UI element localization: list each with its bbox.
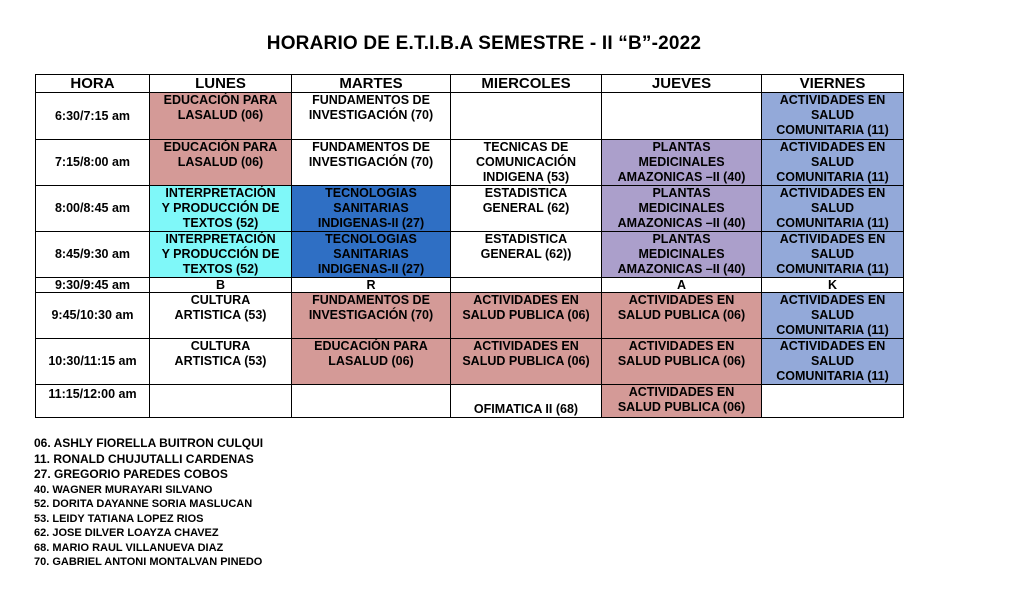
class-cell bbox=[150, 385, 292, 418]
class-cell: ACTIVIDADES EN SALUD PUBLICA (06) bbox=[451, 339, 602, 385]
time-cell: 8:45/9:30 am bbox=[36, 232, 150, 278]
class-cell: EDUCACIÓN PARA LASALUD (06) bbox=[292, 339, 451, 385]
class-cell: ACTIVIDADES EN SALUD COMUNITARIA (11) bbox=[762, 140, 904, 186]
class-cell: ACTIVIDADES EN SALUD COMUNITARIA (11) bbox=[762, 293, 904, 339]
table-row bbox=[36, 140, 904, 186]
class-cell: CULTURA ARTISTICA (53) bbox=[150, 293, 292, 339]
table-row bbox=[36, 339, 904, 385]
break-letter: R bbox=[292, 278, 451, 293]
legend-item: 53. LEIDY TATIANA LOPEZ RIOS bbox=[34, 512, 204, 525]
class-cell: ACTIVIDADES EN SALUD PUBLICA (06) bbox=[602, 385, 762, 418]
class-cell: ESTADISTICA GENERAL (62) bbox=[451, 186, 602, 232]
class-cell: TECNOLOGIAS SANITARIAS INDIGENAS-II (27) bbox=[292, 232, 451, 278]
class-cell: OFIMATICA II (68) bbox=[451, 385, 602, 418]
time-cell: 7:15/8:00 am bbox=[36, 140, 150, 186]
class-cell: ACTIVIDADES EN SALUD COMUNITARIA (11) bbox=[762, 339, 904, 385]
teacher-legend bbox=[34, 436, 263, 570]
class-cell: TECNICAS DE COMUNICACIÓN INDIGENA (53) bbox=[451, 140, 602, 186]
break-letter bbox=[451, 278, 602, 293]
table-row bbox=[36, 293, 904, 339]
class-cell: INTERPRETACIÓN Y PRODUCCIÓN DE TEXTOS (52) bbox=[150, 186, 292, 232]
class-cell: INTERPRETACIÓN Y PRODUCCIÓN DE TEXTOS (52) bbox=[150, 232, 292, 278]
class-cell: EDUCACIÓN PARA LASALUD (06) bbox=[150, 140, 292, 186]
break-letter: A bbox=[602, 278, 762, 293]
legend-item: 52. DORITA DAYANNE SORIA MASLUCAN bbox=[34, 498, 253, 511]
legend-item: 06. ASHLY FIORELLA BUITRON CULQUI bbox=[34, 436, 264, 450]
class-cell: TECNOLOGIAS SANITARIAS INDIGENAS-II (27) bbox=[292, 186, 451, 232]
class-cell: PLANTAS MEDICINALES AMAZONICAS –II (40) bbox=[602, 232, 762, 278]
table-row bbox=[36, 186, 904, 232]
header-viernes: VIERNES bbox=[762, 75, 904, 93]
break-letter: B bbox=[150, 278, 292, 293]
legend-item: 70. GABRIEL ANTONI MONTALVAN PINEDO bbox=[34, 556, 263, 569]
schedule-table bbox=[35, 74, 904, 418]
class-cell bbox=[762, 385, 904, 418]
header-jueves: JUEVES bbox=[602, 75, 762, 93]
class-cell: FUNDAMENTOS DE INVESTIGACIÓN (70) bbox=[292, 293, 451, 339]
class-cell: ACTIVIDADES EN SALUD COMUNITARIA (11) bbox=[762, 232, 904, 278]
break-letter: K bbox=[762, 278, 904, 293]
time-cell: 8:00/8:45 am bbox=[36, 186, 150, 232]
break-row bbox=[36, 278, 904, 293]
class-cell: ACTIVIDADES EN SALUD PUBLICA (06) bbox=[451, 293, 602, 339]
legend-item: 11. RONALD CHUJUTALLI CARDENAS bbox=[34, 451, 254, 466]
time-cell: 9:30/9:45 am bbox=[36, 278, 150, 293]
class-cell: PLANTAS MEDICINALES AMAZONICAS –II (40) bbox=[602, 186, 762, 232]
class-cell: FUNDAMENTOS DE INVESTIGACIÓN (70) bbox=[292, 140, 451, 186]
class-cell bbox=[451, 93, 602, 140]
header-martes: MARTES bbox=[292, 75, 451, 93]
header-hora: HORA bbox=[36, 75, 150, 93]
class-cell bbox=[602, 93, 762, 140]
legend-item: 40. WAGNER MURAYARI SILVANO bbox=[34, 483, 213, 496]
table-row bbox=[36, 385, 904, 418]
table-row bbox=[36, 93, 904, 140]
class-cell: CULTURA ARTISTICA (53) bbox=[150, 339, 292, 385]
legend-item: 27. GREGORIO PAREDES COBOS bbox=[34, 467, 228, 481]
legend-item: 68. MARIO RAUL VILLANUEVA DIAZ bbox=[34, 541, 224, 554]
time-cell: 10:30/11:15 am bbox=[36, 339, 150, 385]
header-miercoles: MIERCOLES bbox=[451, 75, 602, 93]
class-cell bbox=[292, 385, 451, 418]
table-row bbox=[36, 232, 904, 278]
page-title: HORARIO DE E.T.I.B.A SEMESTRE - II “B”-2022 bbox=[266, 33, 702, 54]
class-cell: ACTIVIDADES EN SALUD PUBLICA (06) bbox=[602, 293, 762, 339]
header-row bbox=[36, 75, 904, 93]
class-cell: ESTADISTICA GENERAL (62)) bbox=[451, 232, 602, 278]
time-cell: 9:45/10:30 am bbox=[36, 293, 150, 339]
time-cell: 11:15/12:00 am bbox=[36, 385, 150, 418]
class-cell: ACTIVIDADES EN SALUD PUBLICA (06) bbox=[602, 339, 762, 385]
time-cell: 6:30/7:15 am bbox=[36, 93, 150, 140]
class-cell: ACTIVIDADES EN SALUD COMUNITARIA (11) bbox=[762, 186, 904, 232]
class-cell: PLANTAS MEDICINALES AMAZONICAS –II (40) bbox=[602, 140, 762, 186]
class-cell: ACTIVIDADES EN SALUD COMUNITARIA (11) bbox=[762, 93, 904, 140]
class-cell: FUNDAMENTOS DE INVESTIGACIÓN (70) bbox=[292, 93, 451, 140]
class-cell: EDUCACIÓN PARA LASALUD (06) bbox=[150, 93, 292, 140]
legend-item: 62. JOSE DILVER LOAYZA CHAVEZ bbox=[34, 527, 219, 540]
header-lunes: LUNES bbox=[150, 75, 292, 93]
